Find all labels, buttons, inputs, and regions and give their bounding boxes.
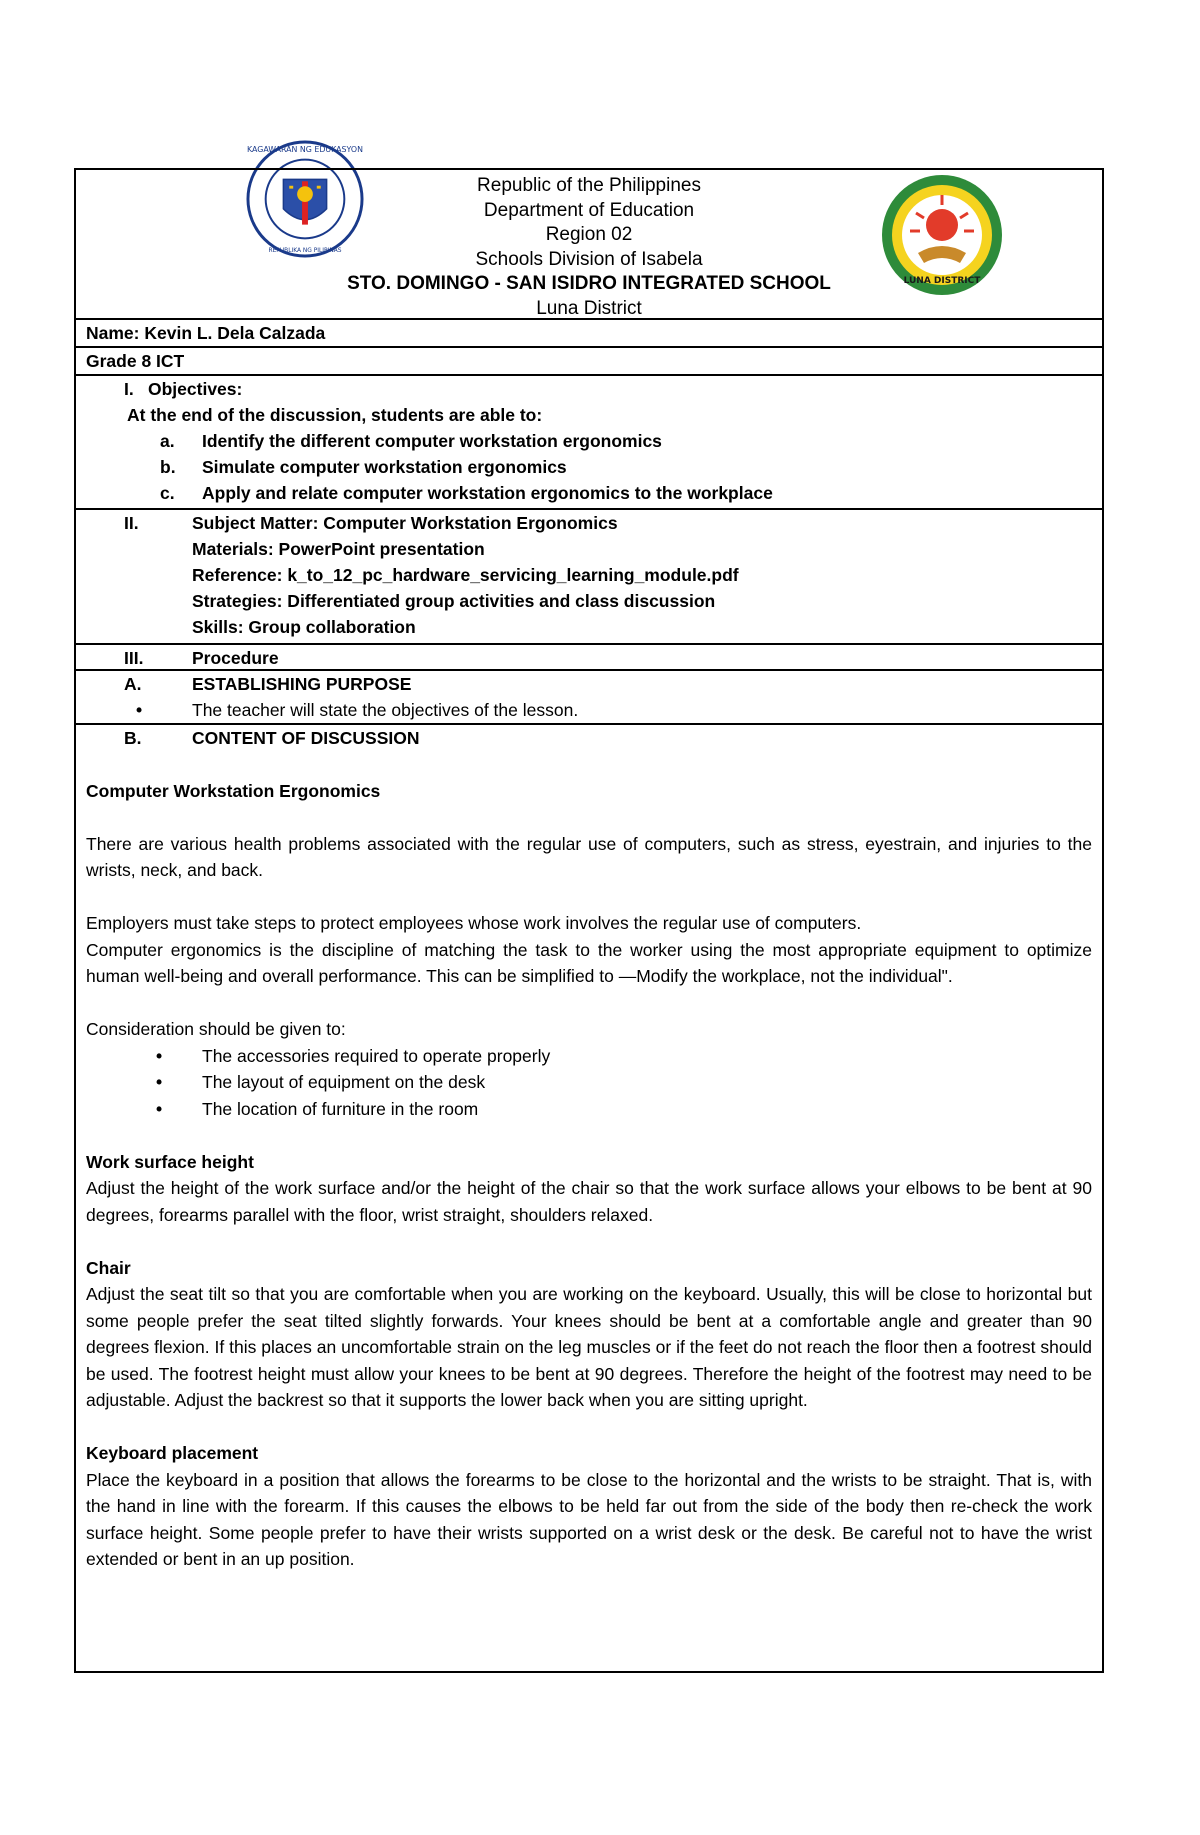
skills-line: Skills: Group collaboration [192,617,416,637]
objectives-section [76,376,1102,510]
materials-line: Materials: PowerPoint presentation [192,539,485,559]
consideration-intro: Consideration should be given to: [86,1019,346,1039]
bullet-item: • The layout of equipment on the desk [86,1069,1092,1096]
student-name: Name: Kevin L. Dela Calzada [76,320,1102,348]
letterhead [76,170,1102,320]
header-division: Schools Division of Isabela [475,248,703,270]
svg-text:LUNA DISTRICT: LUNA DISTRICT [903,276,981,286]
reference-line: Reference: k_to_12_pc_hardware_servicing_learning_module.pdf [192,565,739,585]
objective-item: c. Apply and relate computer workstation ergonomics to the workplace [160,483,773,503]
bullet-item: • The location of furniture in the room [86,1096,1092,1123]
paragraph: Employers must take steps to protect employees whose work involves the regular use of computers. [86,913,862,933]
paragraph: Computer ergonomics is the discipline of matching the task to the worker using the most appropriate equipment to optimize human well-being and overall performance. This can be simplified to ―Modify the workplace, not the individual". [86,939,1092,986]
header-district: Luna District [536,297,642,319]
establishing-bullet: The teacher will state the objectives of the lesson. [192,700,579,720]
header-school-name: STO. DOMINGO - SAN ISIDRO INTEGRATED SCHOOL [347,273,831,294]
header-region: Region 02 [545,224,633,245]
subject-matter-section [76,510,1102,645]
paragraph: Adjust the height of the work surface and/or the height of the chair so that the work surface allows your elbows to be bent at 90 degrees, forearms parallel with the floor, wrist straight, shoulders relaxed. [86,1178,1092,1225]
strategies-line: Strategies: Differentiated group activities and class discussion [192,591,716,611]
lesson-plan-table [74,168,1104,1673]
bullet-item: • The accessories required to operate properly [86,1043,1092,1070]
content-heading: Computer Workstation Ergonomics [86,780,381,801]
paragraph: There are various health problems associated with the regular use of computers, such as stress, eyestrain, and injuries to the wrists, neck, and back. [86,833,1092,880]
svg-text:KAGAWARAN NG EDUKASYON: KAGAWARAN NG EDUKASYON [247,144,363,154]
objectives-intro: At the end of the discussion, students are able to: [127,405,543,425]
work-surface-heading: Work surface height [86,1151,254,1172]
chair-heading: Chair [86,1257,131,1278]
establishing-title: ESTABLISHING PURPOSE [192,674,412,694]
subject-matter-line: Subject Matter: Computer Workstation Ergonomics [192,513,618,533]
subject-number: II. [124,513,139,533]
paragraph: Adjust the seat tilt so that you are comfortable when you are working on the keyboard. Usually, this will be close to horizontal but some people prefer the seat tilted slightly forwards. Your knees should be bent at a comfortable angle and greater than 90 degrees flexion. If this places an uncomfortable strain on the leg muscles or if the feet do not reach the floor then a footrest should be used. The footrest height must allow your knees to be bent at 90 degrees. Therefore the height of the footrest may need to be adjustable. Adjust the backrest so that it supports the lower back when you are sitting upright. [86,1284,1092,1410]
objective-item: a. Identify the different computer workstation ergonomics [160,431,662,451]
content-title: CONTENT OF DISCUSSION [192,728,420,748]
paragraph: Place the keyboard in a position that allows the forearms to be close to the horizontal and the wrists to be straight. That is, with the hand in line with the forearm. If this causes the elbows to be held far out from the side of the body then re-check the work surface height. Some people prefer to have their wrists supported on a wrist desk or the desk. Be careful not to have the wrist extended or bent in an up position. [86,1469,1092,1569]
objective-item: b. Simulate computer workstation ergonomics [160,457,567,477]
content-discussion-section: B. CONTENT OF DISCUSSION Computer Workstation Ergonomics There are various health problems associated with the regular use of computers, such as stress, eyestrain, and injuries to the wrists, neck, and back. Employers must take steps to protect employees whose work involves the regular use of computers. Computer ergonomics is the discipline of matching the task to the worker using the most appropriate equipment to optimize human well-being and overall performance. This can be simplified to ―Modify the workplace, not the individual". Consideration should be given to: • The accessories required to operate properly • The layout of equipment on the desk • The location of furniture in the room Work surface height Adjust the height of the work surface and/or the height of the chair so that the work surface allows your elbows to be bent at 90 degrees, forearms parallel with the floor, wrist straight, shoulders relaxed. Chair Adjust the seat tilt so that you are comfortable when you are working on the keyboard. Usually, this will be close to horizontal but some people prefer the seat tilted slightly forwards. Your knees should be bent at a comfortable angle and greater than 90 degrees flexion. If this places an uncomfortable strain on the leg muscles or if the feet do not reach the floor then a footrest should be used. The footrest height must allow your knees to be bent at 90 degrees. Therefore the height of the footrest may need to be adjustable. Adjust the backrest so that it supports the lower back when you are sitting upright. Keyboard placement Place the keyboard in a position that allows the forearms to be close to the horizontal and the wrists to be straight. That is, with the hand in line with the forearm. If this causes the elbows to be held far out from the side of the body then re-check the work surface height. Some people prefer to have their wrists supported on a wrist desk or the desk. Be careful not to have the wrist extended or bent in an up position. [76,725,1102,1573]
header-department: Department of Education [483,199,695,221]
header-republic: Republic of the Philippines [477,175,701,196]
procedure-title: Procedure [192,648,279,668]
establishing-purpose-section: A. ESTABLISHING PURPOSE • The teacher will state the objectives of the lesson. [76,671,1102,725]
objectives-title: Objectives: [148,379,243,399]
grade-level: Grade 8 ICT [76,348,1102,376]
procedure-number: III. [124,648,144,668]
procedure-heading [76,645,1102,671]
svg-text:REPUBLIKA NG PILIPINAS: REPUBLIKA NG PILIPINAS [268,248,342,255]
keyboard-heading: Keyboard placement [86,1443,259,1463]
objectives-number: I. [124,379,134,399]
